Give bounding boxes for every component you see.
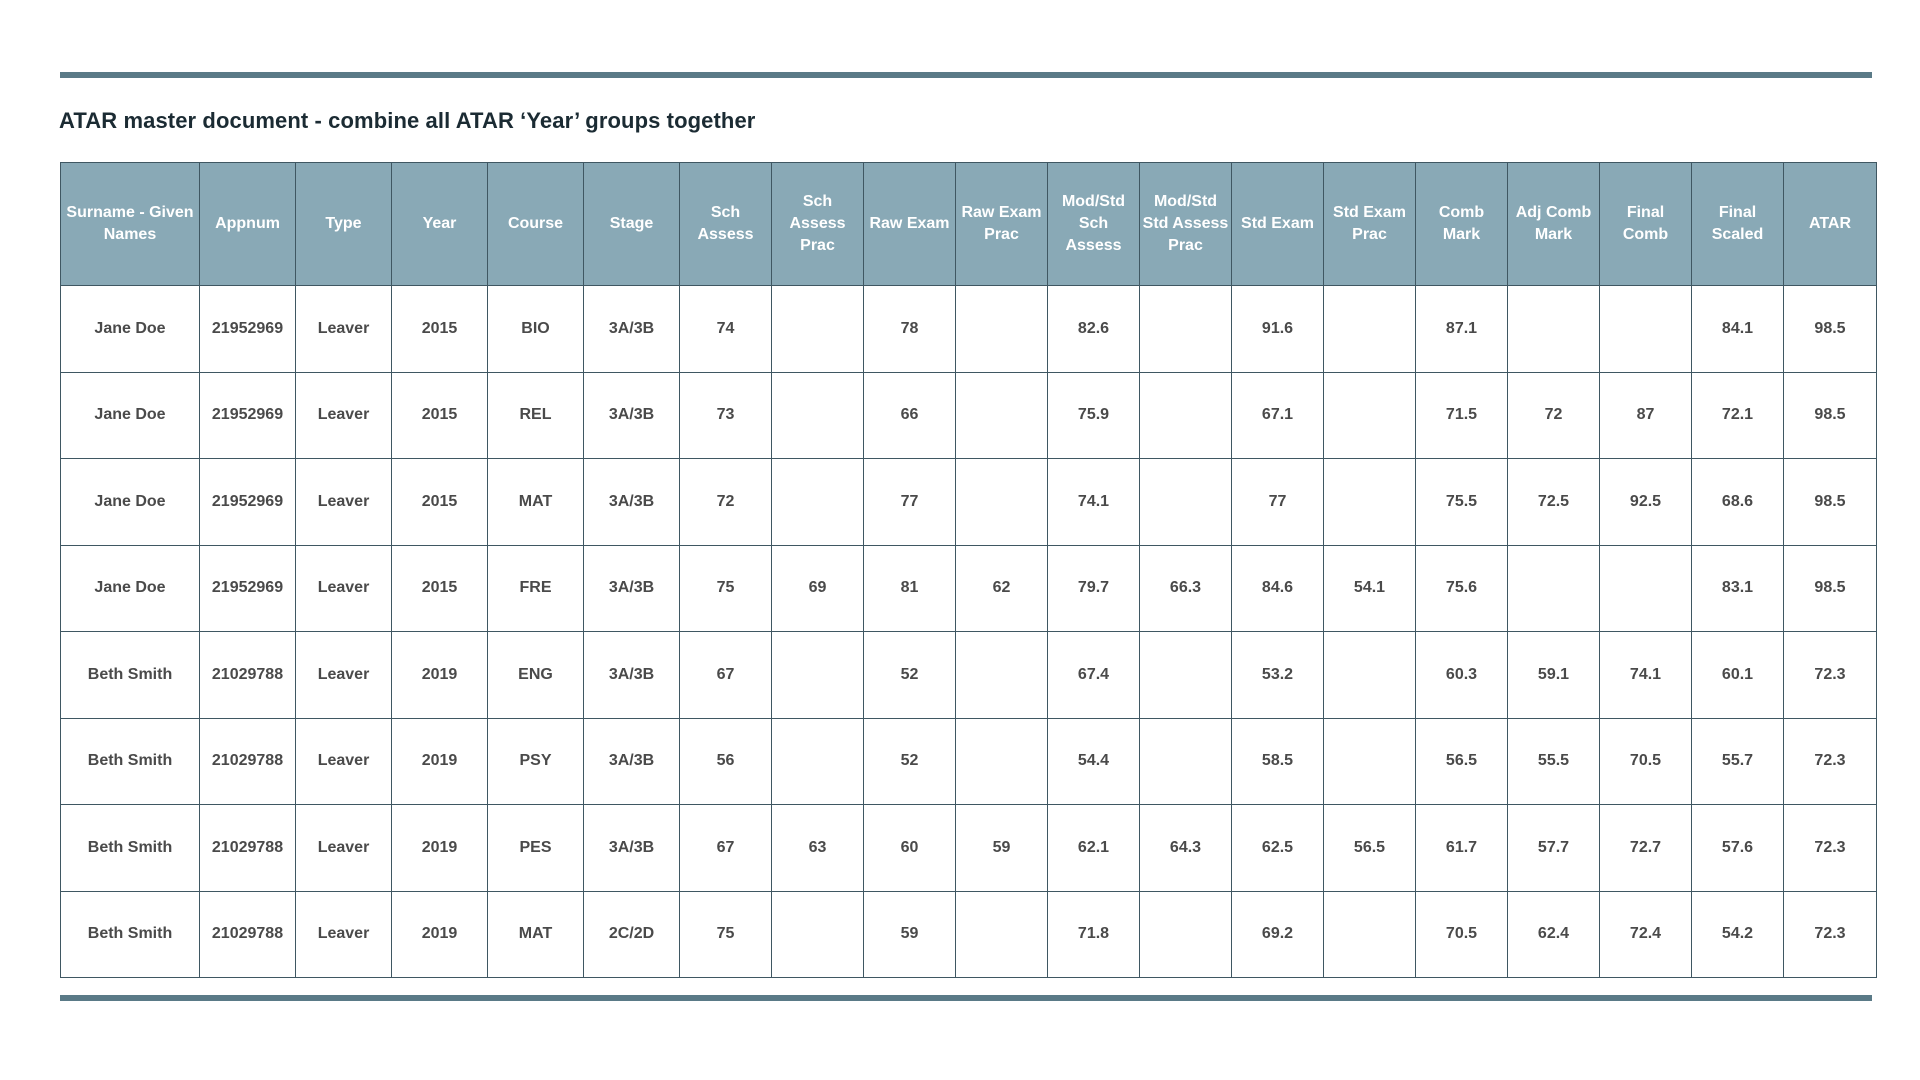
- table-cell: 2015: [392, 459, 488, 546]
- table-cell: 62.5: [1232, 805, 1324, 892]
- table-cell: [1600, 286, 1692, 373]
- table-cell: PES: [488, 805, 584, 892]
- table-cell: 52: [864, 632, 956, 719]
- table-cell: 59: [864, 891, 956, 978]
- table-cell: 75.6: [1416, 545, 1508, 632]
- table-cell: 75.5: [1416, 459, 1508, 546]
- table-cell: 82.6: [1048, 286, 1140, 373]
- table-cell: 56.5: [1324, 805, 1416, 892]
- table-cell: [1324, 459, 1416, 546]
- table-cell: PSY: [488, 718, 584, 805]
- table-row: [61, 372, 1877, 459]
- table-cell: 60.3: [1416, 632, 1508, 719]
- table-cell: 72.4: [1600, 891, 1692, 978]
- table-cell: [956, 718, 1048, 805]
- table-cell: 2C/2D: [584, 891, 680, 978]
- table-cell: [772, 718, 864, 805]
- table-body: [61, 286, 1877, 978]
- column-header: Sch Assess: [680, 163, 772, 286]
- table-cell: [956, 891, 1048, 978]
- table-cell: 72: [1508, 372, 1600, 459]
- column-header: Adj Comb Mark: [1508, 163, 1600, 286]
- table-cell: Leaver: [296, 459, 392, 546]
- table-cell: 2015: [392, 545, 488, 632]
- column-header: Sch Assess Prac: [772, 163, 864, 286]
- table-cell: [772, 891, 864, 978]
- table-cell: 3A/3B: [584, 286, 680, 373]
- table-cell: [956, 632, 1048, 719]
- table-cell: 3A/3B: [584, 545, 680, 632]
- table-cell: [1508, 286, 1600, 373]
- table-row: [61, 718, 1877, 805]
- table-cell: Leaver: [296, 632, 392, 719]
- column-header: Final Comb: [1600, 163, 1692, 286]
- table-cell: 57.6: [1692, 805, 1784, 892]
- column-header: Raw Exam: [864, 163, 956, 286]
- column-header: Appnum: [200, 163, 296, 286]
- table-cell: 74.1: [1600, 632, 1692, 719]
- table-cell: [1324, 372, 1416, 459]
- table-cell: Beth Smith: [61, 718, 200, 805]
- table-cell: 21029788: [200, 805, 296, 892]
- table-cell: [1324, 718, 1416, 805]
- table-cell: Jane Doe: [61, 286, 200, 373]
- table-row: [61, 632, 1877, 719]
- table-cell: 3A/3B: [584, 632, 680, 719]
- table-cell: [1140, 632, 1232, 719]
- table-cell: 67: [680, 632, 772, 719]
- table-cell: 72: [680, 459, 772, 546]
- table-cell: [956, 459, 1048, 546]
- table-cell: [1140, 372, 1232, 459]
- table-cell: 21952969: [200, 372, 296, 459]
- table-cell: [772, 372, 864, 459]
- table-cell: 70.5: [1416, 891, 1508, 978]
- column-header: Stage: [584, 163, 680, 286]
- table-cell: 98.5: [1784, 459, 1877, 546]
- table-cell: [1140, 286, 1232, 373]
- table-cell: 71.5: [1416, 372, 1508, 459]
- table-cell: 72.5: [1508, 459, 1600, 546]
- table-cell: 84.1: [1692, 286, 1784, 373]
- column-header: Raw Exam Prac: [956, 163, 1048, 286]
- column-header: Course: [488, 163, 584, 286]
- table-cell: 77: [864, 459, 956, 546]
- table-cell: ENG: [488, 632, 584, 719]
- table-cell: 66.3: [1140, 545, 1232, 632]
- table-cell: 68.6: [1692, 459, 1784, 546]
- table-cell: 87: [1600, 372, 1692, 459]
- table-cell: Beth Smith: [61, 632, 200, 719]
- table-cell: 60.1: [1692, 632, 1784, 719]
- document-title: ATAR master document - combine all ATAR ‘Year’ groups together: [59, 108, 756, 133]
- table-cell: 21952969: [200, 286, 296, 373]
- table-cell: 72.1: [1692, 372, 1784, 459]
- table-cell: 91.6: [1232, 286, 1324, 373]
- table-cell: 78: [864, 286, 956, 373]
- table-cell: 67: [680, 805, 772, 892]
- table-cell: 75.9: [1048, 372, 1140, 459]
- column-header: Surname - Given Names: [61, 163, 200, 286]
- table-cell: Leaver: [296, 805, 392, 892]
- table-cell: 67.1: [1232, 372, 1324, 459]
- table-cell: 62: [956, 545, 1048, 632]
- bottom-rule: [60, 995, 1872, 1001]
- table-cell: 52: [864, 718, 956, 805]
- table-cell: 53.2: [1232, 632, 1324, 719]
- table-cell: 92.5: [1600, 459, 1692, 546]
- table-cell: 2019: [392, 632, 488, 719]
- table-cell: 21029788: [200, 891, 296, 978]
- table-cell: [1324, 632, 1416, 719]
- column-header: Std Exam Prac: [1324, 163, 1416, 286]
- table-cell: 54.4: [1048, 718, 1140, 805]
- table-cell: 2019: [392, 805, 488, 892]
- table-cell: [772, 286, 864, 373]
- table-cell: 70.5: [1600, 718, 1692, 805]
- table-cell: 69: [772, 545, 864, 632]
- table-cell: [956, 372, 1048, 459]
- table-cell: [1600, 545, 1692, 632]
- table-cell: 72.3: [1784, 632, 1877, 719]
- table-cell: 2019: [392, 891, 488, 978]
- table-cell: 56: [680, 718, 772, 805]
- table-cell: 69.2: [1232, 891, 1324, 978]
- table-cell: [1508, 545, 1600, 632]
- table-cell: 54.2: [1692, 891, 1784, 978]
- table-cell: 72.3: [1784, 718, 1877, 805]
- atar-table: [60, 162, 1877, 978]
- table-cell: 75: [680, 545, 772, 632]
- table-cell: 74: [680, 286, 772, 373]
- table-cell: 60: [864, 805, 956, 892]
- column-header: Mod/Std Sch Assess: [1048, 163, 1140, 286]
- table-cell: [1324, 891, 1416, 978]
- column-header: Mod/Std Std Assess Prac: [1140, 163, 1232, 286]
- table-cell: 74.1: [1048, 459, 1140, 546]
- column-header: Comb Mark: [1416, 163, 1508, 286]
- table-cell: Leaver: [296, 286, 392, 373]
- table-cell: 98.5: [1784, 286, 1877, 373]
- table-row: [61, 805, 1877, 892]
- table-cell: Beth Smith: [61, 891, 200, 978]
- table-cell: 87.1: [1416, 286, 1508, 373]
- table-cell: 21029788: [200, 718, 296, 805]
- table-cell: 56.5: [1416, 718, 1508, 805]
- column-header: Type: [296, 163, 392, 286]
- table-cell: BIO: [488, 286, 584, 373]
- table-cell: 67.4: [1048, 632, 1140, 719]
- table-cell: 3A/3B: [584, 372, 680, 459]
- table-cell: 2019: [392, 718, 488, 805]
- table-cell: Leaver: [296, 718, 392, 805]
- table-cell: [1140, 891, 1232, 978]
- table-cell: [772, 459, 864, 546]
- table-cell: 79.7: [1048, 545, 1140, 632]
- table-cell: [1140, 459, 1232, 546]
- table-cell: 3A/3B: [584, 805, 680, 892]
- table-cell: FRE: [488, 545, 584, 632]
- table-row: [61, 545, 1877, 632]
- table-cell: 72.7: [1600, 805, 1692, 892]
- table-cell: [1324, 286, 1416, 373]
- table-cell: 57.7: [1508, 805, 1600, 892]
- column-header: Year: [392, 163, 488, 286]
- table-cell: 21952969: [200, 459, 296, 546]
- table-cell: Leaver: [296, 891, 392, 978]
- table-cell: Leaver: [296, 545, 392, 632]
- column-header: Final Scaled: [1692, 163, 1784, 286]
- table-cell: 63: [772, 805, 864, 892]
- table-cell: 64.3: [1140, 805, 1232, 892]
- table-row: [61, 459, 1877, 546]
- table-cell: 55.5: [1508, 718, 1600, 805]
- table-cell: 98.5: [1784, 545, 1877, 632]
- table-row: [61, 286, 1877, 373]
- table-cell: MAT: [488, 891, 584, 978]
- table-cell: 66: [864, 372, 956, 459]
- table-cell: 54.1: [1324, 545, 1416, 632]
- table-cell: 2015: [392, 286, 488, 373]
- column-header: Std Exam: [1232, 163, 1324, 286]
- table-cell: 83.1: [1692, 545, 1784, 632]
- table-cell: MAT: [488, 459, 584, 546]
- table-cell: 98.5: [1784, 372, 1877, 459]
- table-cell: 84.6: [1232, 545, 1324, 632]
- table-cell: 58.5: [1232, 718, 1324, 805]
- table-cell: 62.4: [1508, 891, 1600, 978]
- column-header: ATAR: [1784, 163, 1877, 286]
- table-cell: [1140, 718, 1232, 805]
- table-cell: 75: [680, 891, 772, 978]
- table-cell: 81: [864, 545, 956, 632]
- table-cell: Leaver: [296, 372, 392, 459]
- table-cell: 73: [680, 372, 772, 459]
- table-header-row: [61, 163, 1877, 286]
- table-cell: Beth Smith: [61, 805, 200, 892]
- table-row: [61, 891, 1877, 978]
- table-cell: 61.7: [1416, 805, 1508, 892]
- table-cell: [956, 286, 1048, 373]
- table-cell: 3A/3B: [584, 718, 680, 805]
- table-cell: Jane Doe: [61, 372, 200, 459]
- table-cell: 3A/3B: [584, 459, 680, 546]
- table-cell: 72.3: [1784, 891, 1877, 978]
- table-cell: 21029788: [200, 632, 296, 719]
- table-cell: Jane Doe: [61, 459, 200, 546]
- table-cell: [772, 632, 864, 719]
- table-cell: 72.3: [1784, 805, 1877, 892]
- table-cell: 71.8: [1048, 891, 1140, 978]
- table-cell: REL: [488, 372, 584, 459]
- table-cell: 2015: [392, 372, 488, 459]
- table-cell: 55.7: [1692, 718, 1784, 805]
- table-cell: 62.1: [1048, 805, 1140, 892]
- table-cell: 77: [1232, 459, 1324, 546]
- table-cell: Jane Doe: [61, 545, 200, 632]
- table-cell: 59.1: [1508, 632, 1600, 719]
- table-cell: 59: [956, 805, 1048, 892]
- top-rule: [60, 72, 1872, 78]
- table-cell: 21952969: [200, 545, 296, 632]
